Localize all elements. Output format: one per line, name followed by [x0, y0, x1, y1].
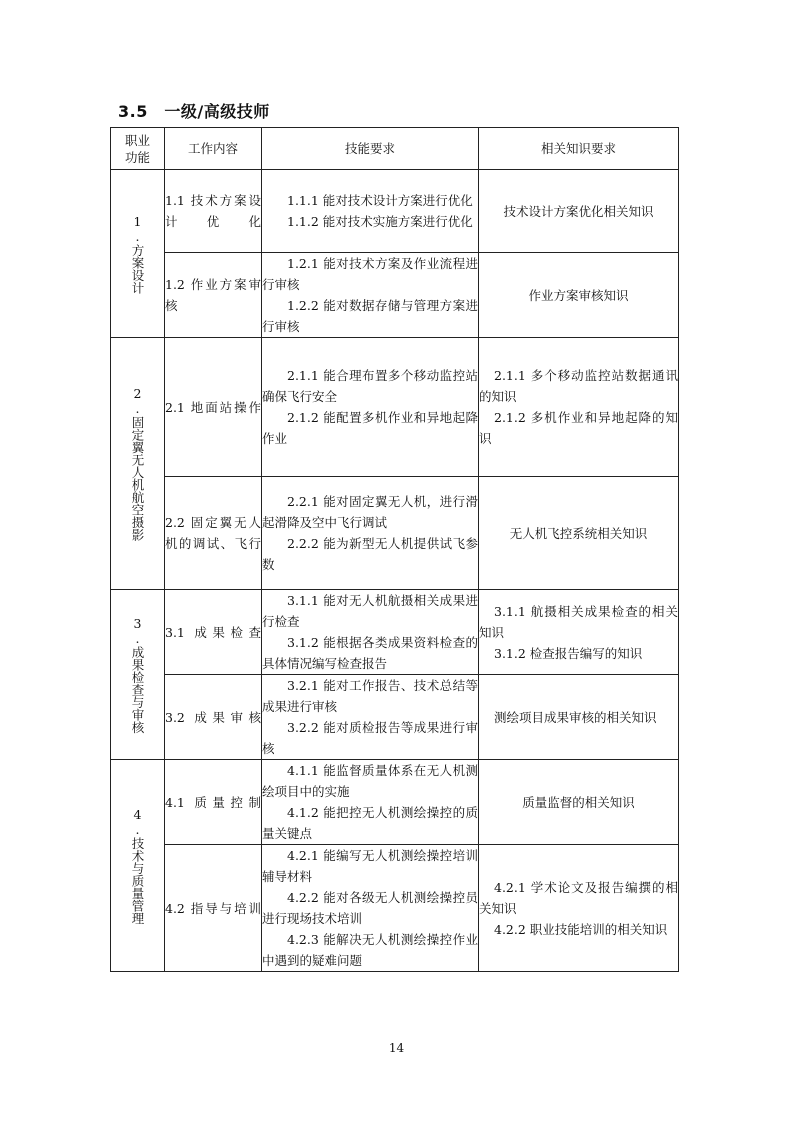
knowledge-item: 技术设计方案优化相关知识	[503, 203, 654, 219]
skill-item: 2.1.2 能配置多机作业和异地起降作业	[262, 410, 478, 446]
skill-cell	[262, 760, 479, 845]
header-skill: 技能要求	[262, 128, 479, 170]
skill-item: 2.2.2 能为新型无人机提供试飞参数	[262, 536, 478, 572]
skill-item: 3.2.1 能对工作报告、技术总结等成果进行审核	[262, 678, 478, 714]
work-cell: 1.1 技术方案设计优化	[165, 170, 262, 253]
skill-cell	[262, 253, 479, 338]
skill-item: 4.1.1 能监督质量体系在无人机测绘项目中的实施	[262, 763, 478, 799]
function-label: 4.技术与质量管理	[130, 806, 145, 925]
skill-item: 1.2.1 能对技术方案及作业流程进行审核	[262, 256, 478, 292]
table-row	[111, 170, 679, 253]
table-row	[111, 338, 679, 477]
knowledge-cell	[479, 253, 679, 338]
skill-item: 3.1.1 能对无人机航摄相关成果进行检查	[262, 593, 478, 629]
skill-item: 2.1.1 能合理布置多个移动监控站确保飞行安全	[262, 368, 478, 404]
knowledge-item: 4.2.2 职业技能培训的相关知识	[494, 921, 668, 937]
skill-standard-table	[110, 127, 679, 972]
knowledge-item: 作业方案审核知识	[528, 287, 629, 303]
skill-item: 4.2.3 能解决无人机测绘操控作业中遇到的疑难问题	[262, 932, 478, 968]
skill-item: 4.2.1 能编写无人机测绘操控培训辅导材料	[262, 848, 478, 884]
skill-item: 1.1.1 能对技术设计方案进行优化	[287, 193, 473, 208]
knowledge-cell	[479, 338, 679, 477]
skill-item: 4.2.2 能对各级无人机测绘操控员进行现场技术培训	[262, 890, 478, 926]
knowledge-item: 测绘项目成果审核的相关知识	[494, 709, 657, 725]
knowledge-item: 质量监督的相关知识	[522, 794, 635, 810]
work-cell: 2.2 固定翼无人机的调试、飞行	[165, 477, 262, 590]
function-cell	[111, 760, 165, 972]
table-row	[111, 253, 679, 338]
function-label: 2.固定翼无人机航空摄影	[130, 386, 145, 541]
knowledge-item: 2.1.2 多机作业和异地起降的知识	[479, 410, 678, 446]
knowledge-cell	[479, 590, 679, 675]
function-cell	[111, 338, 165, 590]
table-row	[111, 590, 679, 675]
table-row	[111, 845, 679, 972]
work-cell: 2.1 地面站操作	[165, 338, 262, 477]
work-cell: 3.2 成果审核	[165, 675, 262, 760]
section-title: 3.5 一级/高级技师	[118, 102, 270, 121]
knowledge-item: 4.2.1 学术论文及报告编撰的相关知识	[479, 879, 678, 916]
table-row	[111, 477, 679, 590]
skill-item: 3.2.2 能对质检报告等成果进行审核	[262, 720, 478, 756]
skill-cell	[262, 477, 479, 590]
work-cell: 3.1 成果检查	[165, 590, 262, 675]
table-header-row	[111, 128, 679, 170]
function-cell	[111, 170, 165, 338]
skill-item: 1.2.2 能对数据存储与管理方案进行审核	[262, 298, 478, 334]
work-cell: 4.2 指导与培训	[165, 845, 262, 972]
skill-cell	[262, 675, 479, 760]
knowledge-cell	[479, 675, 679, 760]
skill-cell	[262, 170, 479, 253]
skill-cell	[262, 845, 479, 972]
function-label: 3.成果检查与审核	[130, 615, 145, 734]
header-knowledge: 相关知识要求	[479, 128, 679, 170]
knowledge-item: 2.1.1 多个移动监控站数据通讯的知识	[479, 368, 678, 404]
skill-item: 1.1.2 能对技术实施方案进行优化	[287, 214, 473, 229]
knowledge-item: 无人机飞控系统相关知识	[509, 525, 648, 541]
skill-item: 2.2.1 能对固定翼无人机，进行滑起滑降及空中飞行调试	[262, 494, 478, 530]
page-number: 14	[388, 1041, 405, 1055]
skill-cell	[262, 590, 479, 675]
knowledge-item: 3.1.2 检查报告编写的知识	[494, 645, 643, 661]
knowledge-cell	[479, 477, 679, 590]
skill-item: 4.1.2 能把控无人机测绘操控的质量关键点	[262, 805, 478, 841]
table-row	[111, 675, 679, 760]
knowledge-cell	[479, 170, 679, 253]
knowledge-cell	[479, 760, 679, 845]
work-cell: 1.2 作业方案审核	[165, 253, 262, 338]
work-cell: 4.1 质量控制	[165, 760, 262, 845]
table-row	[111, 760, 679, 845]
function-cell	[111, 590, 165, 760]
skill-item: 3.1.2 能根据各类成果资料检查的具体情况编写检查报告	[262, 635, 478, 671]
knowledge-item: 3.1.1 航摄相关成果检查的相关知识	[479, 603, 678, 640]
knowledge-cell	[479, 845, 679, 972]
skill-cell	[262, 338, 479, 477]
header-work: 工作内容	[165, 128, 262, 170]
header-function: 职业功能	[111, 128, 165, 170]
function-label: 1.方案设计	[130, 213, 145, 294]
